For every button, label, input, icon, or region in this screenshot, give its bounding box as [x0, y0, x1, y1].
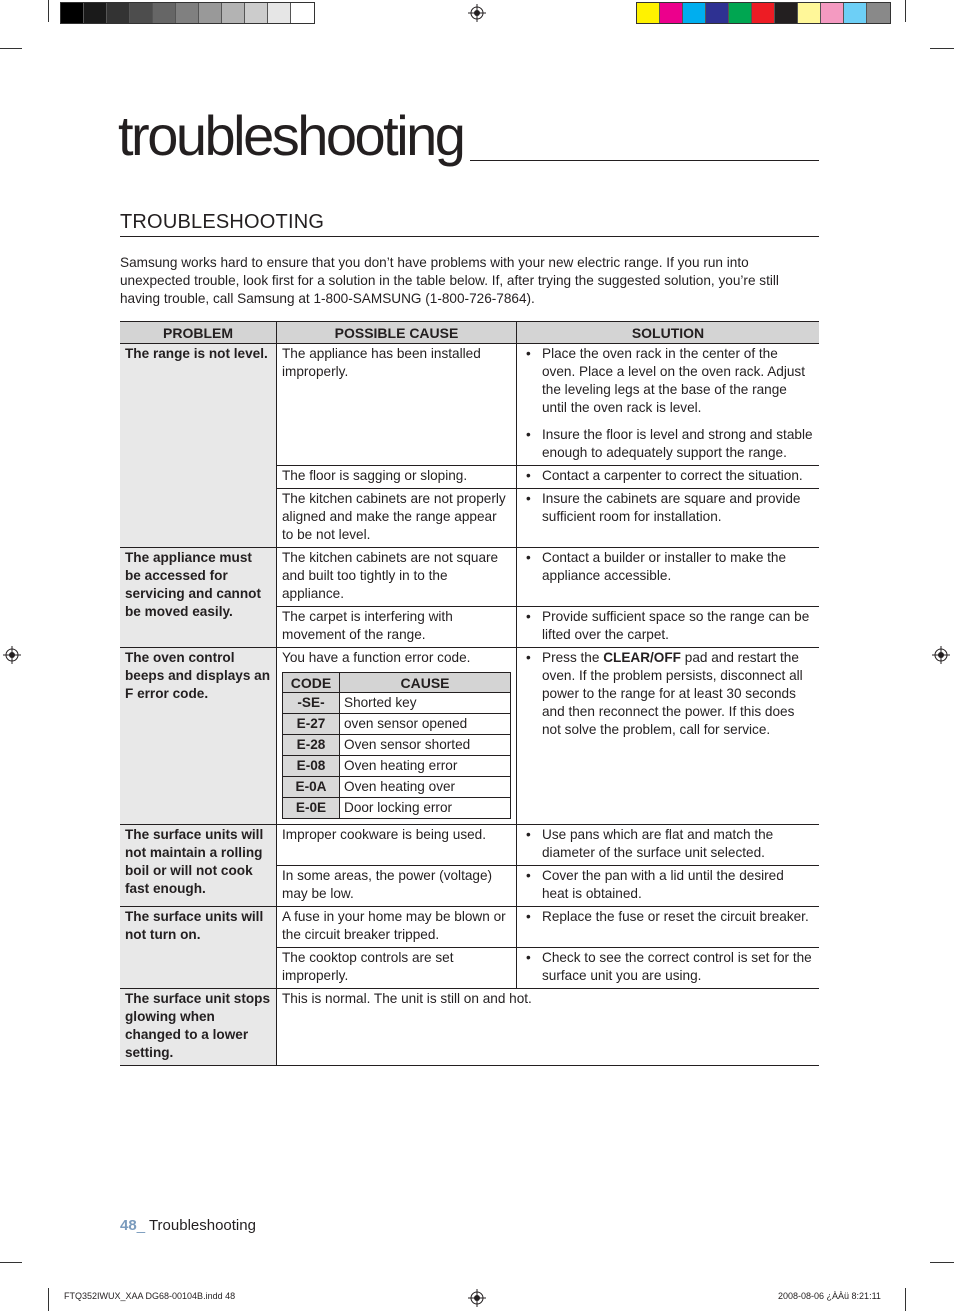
table-row — [120, 648, 819, 825]
process-color-bar — [636, 2, 891, 24]
solution-item: • Place the oven rack in the center of the oven. Place a level on the oven rack. Adjust the leveling legs at the base of the range until the oven rack is level. — [522, 345, 814, 417]
cause-cell: The appliance has been installed improperly. — [277, 344, 517, 466]
cause-text: You have a function error code. — [282, 650, 471, 665]
error-cause: Door locking error — [340, 798, 511, 819]
color-swatch — [222, 3, 245, 23]
code-row — [283, 714, 511, 735]
cause-cell: The kitchen cabinets are not square and built too tightly in to the appliance. — [277, 548, 517, 607]
color-swatch — [176, 3, 199, 23]
table-row — [120, 907, 819, 948]
code-cause-header: CAUSE — [340, 673, 511, 693]
error-code: E-28 — [283, 735, 340, 756]
registration-mark-icon — [468, 4, 486, 22]
solution-list — [522, 649, 814, 739]
problem-cell: The appliance must be accessed for servicing and cannot be moved easily. — [120, 548, 277, 648]
crop-mark — [930, 48, 954, 49]
error-code: E-27 — [283, 714, 340, 735]
cause-cell: The carpet is interfering with movement of the range. — [277, 607, 517, 648]
crop-mark — [48, 0, 49, 22]
cause-cell: The cooktop controls are set improperly. — [277, 948, 517, 989]
color-swatch — [683, 3, 706, 23]
clear-off-key-label: CLEAR/OFF — [603, 650, 681, 665]
solution-list — [522, 608, 814, 644]
error-code: E-0A — [283, 777, 340, 798]
note-cell: This is normal. The unit is still on and hot. — [277, 989, 820, 1066]
solution-item: • Insure the cabinets are square and provide sufficient room for installation. — [522, 490, 814, 526]
table-header-row — [120, 322, 819, 344]
section-heading: TROUBLESHOOTING — [120, 211, 325, 233]
footer-separator: _ — [136, 1217, 146, 1234]
solution-cell — [517, 907, 820, 948]
problem-cell: The range is not level. — [120, 344, 277, 548]
solution-item: • Contact a carpenter to correct the situation. — [522, 467, 814, 485]
color-swatch — [798, 3, 821, 23]
solution-cell — [517, 866, 820, 907]
cause-cell: Improper cookware is being used. — [277, 825, 517, 866]
solution-list — [522, 949, 814, 985]
cause-cell: The floor is sagging or sloping. — [277, 466, 517, 489]
cause-cell — [277, 648, 517, 825]
error-cause: Oven heating over — [340, 777, 511, 798]
gray-color-bar — [60, 2, 315, 24]
problem-cell: The oven control beeps and displays an F error code. — [120, 648, 277, 825]
problem-cell: The surface units will not turn on. — [120, 907, 277, 989]
title-rule — [470, 160, 819, 161]
header-cause: POSSIBLE CAUSE — [277, 322, 517, 344]
table-row — [120, 989, 819, 1066]
color-swatch — [660, 3, 683, 23]
print-slug-date: 2008-08-06 ¿ÀÀü 8:21:11 — [778, 1291, 881, 1301]
table-row — [120, 344, 819, 466]
code-row — [283, 777, 511, 798]
color-swatch — [821, 3, 844, 23]
intro-paragraph: Samsung works hard to ensure that you don’t have problems with your new electric range. If you run into unexpected trouble, look first for a solution in the table below. If, after trying the suggested solution, you’re still having trouble, call Samsung at 1-800-SAMSUNG (1-800-726-7864). — [120, 255, 779, 306]
color-swatch — [867, 3, 890, 23]
crop-mark — [0, 1262, 22, 1263]
solution-item: • Replace the fuse or reset the circuit breaker. — [522, 908, 814, 926]
color-swatch — [130, 3, 153, 23]
section-rule — [120, 236, 819, 237]
registration-mark-icon — [3, 646, 21, 664]
error-code: E-0E — [283, 798, 340, 819]
code-row — [283, 798, 511, 819]
table-row — [120, 825, 819, 866]
color-swatch — [706, 3, 729, 23]
solution-item: • Use pans which are flat and match the diameter of the surface unit selected. — [522, 826, 814, 862]
error-cause: Oven sensor shorted — [340, 735, 511, 756]
color-swatch — [245, 3, 268, 23]
solution-list — [522, 549, 814, 585]
crop-mark — [0, 48, 22, 49]
solution-list — [522, 908, 814, 926]
error-cause: Shorted key — [340, 693, 511, 714]
color-swatch — [107, 3, 130, 23]
error-code-table — [282, 672, 511, 819]
color-swatch — [729, 3, 752, 23]
page-number: 48 — [120, 1217, 137, 1234]
solution-item: • Insure the floor is level and strong and stable enough to adequately support the range. — [522, 426, 814, 462]
color-swatch — [153, 3, 176, 23]
solution-list — [522, 826, 814, 862]
registration-mark-icon — [932, 646, 950, 664]
error-code: -SE- — [283, 693, 340, 714]
cause-cell: In some areas, the power (voltage) may be low. — [277, 866, 517, 907]
page-title: troubleshooting — [118, 104, 464, 167]
header-problem: PROBLEM — [120, 322, 277, 344]
solution-cell — [517, 607, 820, 648]
color-swatch — [291, 3, 314, 23]
solution-cell — [517, 466, 820, 489]
code-header: CODE — [283, 673, 340, 693]
registration-mark-icon — [468, 1289, 486, 1307]
solution-list — [522, 490, 814, 526]
color-swatch — [844, 3, 867, 23]
solution-item: • Check to see the correct control is set for the surface unit you are using. — [522, 949, 814, 985]
cause-cell: The kitchen cabinets are not properly aligned and make the range appear to be not level. — [277, 489, 517, 548]
page-footer — [120, 1217, 256, 1234]
solution-cell — [517, 344, 820, 466]
solution-list — [522, 867, 814, 903]
color-swatch — [61, 3, 84, 23]
print-slug-file: FTQ352IWUX_XAA DG68-00104B.indd 48 — [64, 1291, 236, 1301]
crop-mark — [930, 1262, 954, 1263]
solution-cell — [517, 648, 820, 825]
solution-item: • Provide sufficient space so the range can be lifted over the carpet. — [522, 608, 814, 644]
color-swatch — [199, 3, 222, 23]
solution-item: • Contact a builder or installer to make the appliance accessible. — [522, 549, 814, 585]
table-row — [120, 548, 819, 607]
crop-mark — [48, 1288, 49, 1311]
problem-cell: The surface unit stops glowing when changed to a lower setting. — [120, 989, 277, 1066]
troubleshooting-table — [120, 321, 819, 1066]
solution-item — [522, 649, 814, 739]
error-cause: Oven heating error — [340, 756, 511, 777]
solution-cell — [517, 948, 820, 989]
footer-label: Troubleshooting — [148, 1217, 256, 1234]
crop-mark — [905, 1288, 906, 1311]
color-swatch — [637, 3, 660, 23]
solution-item: • Cover the pan with a lid until the desired heat is obtained. — [522, 867, 814, 903]
color-swatch — [268, 3, 291, 23]
crop-mark — [905, 0, 906, 22]
error-code: E-08 — [283, 756, 340, 777]
solution-cell — [517, 825, 820, 866]
cause-cell: A fuse in your home may be blown or the circuit breaker tripped. — [277, 907, 517, 948]
error-cause: oven sensor opened — [340, 714, 511, 735]
solution-text-pre: Press the — [542, 650, 604, 665]
color-swatch — [775, 3, 798, 23]
solution-list — [522, 467, 814, 485]
code-header-row — [283, 673, 511, 693]
color-swatch — [752, 3, 775, 23]
code-row — [283, 693, 511, 714]
solution-cell — [517, 489, 820, 548]
code-row — [283, 756, 511, 777]
code-row — [283, 735, 511, 756]
solution-list — [522, 345, 814, 462]
color-swatch — [84, 3, 107, 23]
solution-cell — [517, 548, 820, 607]
header-solution: SOLUTION — [517, 322, 820, 344]
problem-cell: The surface units will not maintain a rolling boil or will not cook fast enough. — [120, 825, 277, 907]
solution-text-post: pad and restart the oven. If the problem persists, disconnect all power to the range for at least 30 seconds and then reconnect the power. If this does not solve the problem, call for service. — [542, 650, 803, 737]
